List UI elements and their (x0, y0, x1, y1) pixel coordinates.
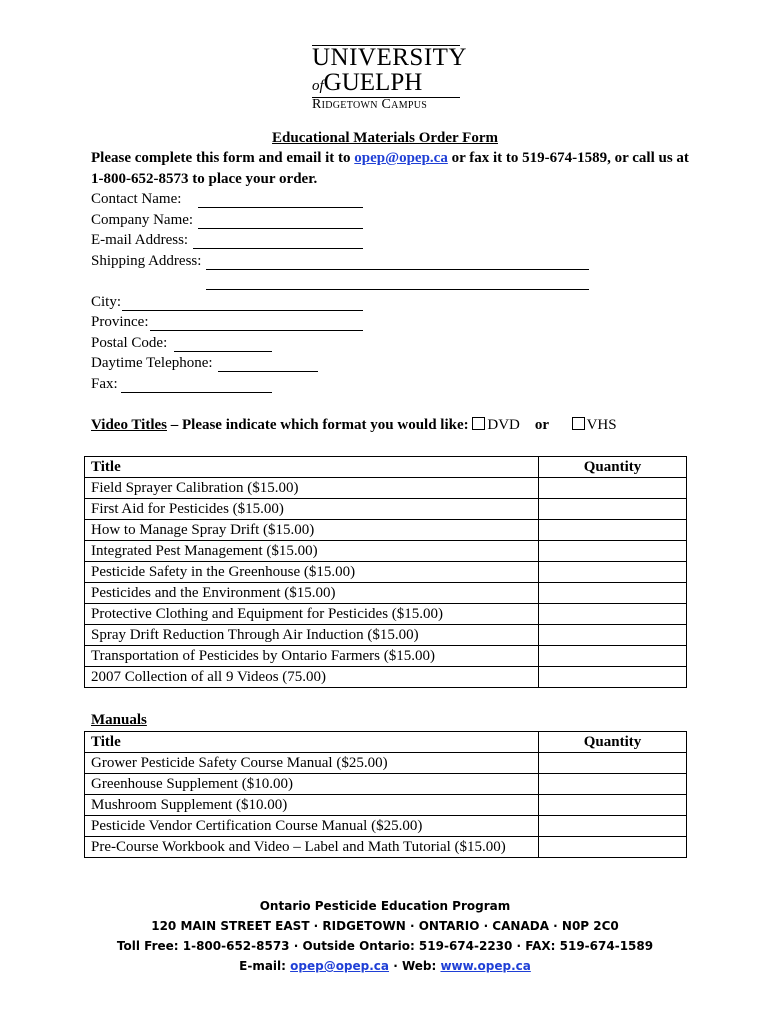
footer-web-label: · Web: (389, 959, 441, 973)
table-header-row (85, 732, 687, 753)
quantity-cell[interactable] (539, 562, 687, 583)
logo-ridgetown-campus: Ridgetown Campus (312, 97, 428, 112)
manual-item: Grower Pesticide Safety Course Manual ($25.00) (85, 753, 539, 774)
university-logo (312, 44, 467, 120)
footer-email-link[interactable]: opep@opep.ca (290, 959, 390, 973)
logo-guelph-text: GUELPH (323, 69, 423, 96)
manual-item: Pre-Course Workbook and Video – Label and Math Tutorial ($15.00) (85, 837, 539, 858)
manuals-col-quantity: Quantity (539, 732, 687, 753)
province-label: Province: (91, 314, 149, 330)
postal-code-label: Postal Code: (91, 335, 168, 351)
video-item: Field Sprayer Calibration ($15.00) (85, 478, 539, 499)
dvd-option[interactable] (472, 417, 520, 433)
footer (0, 896, 770, 976)
intro-text-1: Please complete this form and email it to (91, 150, 355, 166)
manuals-heading: Manuals (91, 712, 147, 728)
table-row (85, 625, 687, 646)
vhs-option[interactable] (572, 417, 617, 433)
table-row (85, 753, 687, 774)
video-format-instruction: – Please indicate which format you would like: (166, 417, 473, 433)
fax-line[interactable] (121, 392, 272, 393)
quantity-cell[interactable] (539, 583, 687, 604)
video-item: Spray Drift Reduction Through Air Induction ($15.00) (85, 625, 539, 646)
quantity-cell[interactable] (539, 625, 687, 646)
intro-email-link[interactable]: opep@opep.ca (354, 150, 448, 166)
video-titles-heading: Video Titles (91, 417, 167, 433)
quantity-cell[interactable] (539, 667, 687, 688)
email-address-label: E-mail Address: (91, 232, 189, 248)
table-row (85, 646, 687, 667)
table-row (85, 583, 687, 604)
video-item: How to Manage Spray Drift ($15.00) (85, 520, 539, 541)
quantity-cell[interactable] (539, 795, 687, 816)
contact-name-label: Contact Name: (91, 191, 182, 207)
table-row (85, 774, 687, 795)
table-row (85, 562, 687, 583)
video-item: Transportation of Pesticides by Ontario Farmers ($15.00) (85, 646, 539, 667)
table-row (85, 478, 687, 499)
quantity-cell[interactable] (539, 816, 687, 837)
footer-email-label: E-mail: (239, 959, 291, 973)
quantity-cell[interactable] (539, 520, 687, 541)
quantity-cell[interactable] (539, 499, 687, 520)
fax-label: Fax: (91, 376, 118, 392)
shipping-address-line-2[interactable] (206, 289, 589, 290)
province-line[interactable] (150, 330, 363, 331)
table-row (85, 520, 687, 541)
table-row (85, 541, 687, 562)
footer-contact (0, 956, 770, 976)
video-item: Pesticide Safety in the Greenhouse ($15.00) (85, 562, 539, 583)
manual-item: Mushroom Supplement ($10.00) (85, 795, 539, 816)
quantity-cell[interactable] (539, 646, 687, 667)
manuals-col-title: Title (85, 732, 539, 753)
table-row (85, 667, 687, 688)
video-format-line (91, 415, 617, 435)
manual-item: Pesticide Vendor Certification Course Manual ($25.00) (85, 816, 539, 837)
manuals-table (84, 731, 687, 858)
vhs-label: VHS (586, 417, 617, 433)
postal-code-line[interactable] (174, 351, 272, 352)
quantity-cell[interactable] (539, 541, 687, 562)
quantity-cell[interactable] (539, 753, 687, 774)
table-row (85, 604, 687, 625)
daytime-telephone-line[interactable] (218, 371, 318, 372)
or-text: or (534, 417, 550, 433)
table-row (85, 837, 687, 858)
video-col-title: Title (85, 457, 539, 478)
table-row (85, 816, 687, 837)
video-item: Protective Clothing and Equipment for Pesticides ($15.00) (85, 604, 539, 625)
city-line[interactable] (122, 310, 363, 311)
video-titles-table (84, 456, 687, 688)
video-item: Integrated Pest Management ($15.00) (85, 541, 539, 562)
contact-name-line[interactable] (198, 207, 363, 208)
video-item: First Aid for Pesticides ($15.00) (85, 499, 539, 520)
footer-web-link[interactable]: www.opep.ca (440, 959, 531, 973)
footer-address: 120 MAIN STREET EAST · RIDGETOWN · ONTARIO · CANADA · N0P 2C0 (151, 919, 619, 933)
table-row (85, 795, 687, 816)
logo-university: UNIVERSITY (312, 44, 467, 71)
quantity-cell[interactable] (539, 837, 687, 858)
form-title: Educational Materials Order Form (272, 130, 498, 146)
email-address-line[interactable] (193, 248, 363, 249)
footer-phones: Toll Free: 1-800-652-8573 · Outside Ontario: 519-674-2230 · FAX: 519-674-1589 (116, 939, 654, 953)
table-row (85, 499, 687, 520)
city-label: City: (91, 294, 122, 310)
table-header-row (85, 457, 687, 478)
video-item: Pesticides and the Environment ($15.00) (85, 583, 539, 604)
company-name-label: Company Name: (91, 212, 194, 228)
manual-item: Greenhouse Supplement ($10.00) (85, 774, 539, 795)
quantity-cell[interactable] (539, 774, 687, 795)
quantity-cell[interactable] (539, 478, 687, 499)
vhs-checkbox[interactable] (572, 417, 585, 430)
company-name-line[interactable] (198, 228, 363, 229)
form-intro (91, 148, 691, 190)
shipping-address-label: Shipping Address: (91, 253, 202, 269)
footer-org: Ontario Pesticide Education Program (259, 899, 511, 913)
video-col-quantity: Quantity (539, 457, 687, 478)
quantity-cell[interactable] (539, 604, 687, 625)
daytime-telephone-label: Daytime Telephone: (91, 355, 213, 371)
video-item: 2007 Collection of all 9 Videos (75.00) (85, 667, 539, 688)
intro-text-2: or fax it to 519-674-1589, or call us at 1-800-652-8573 to place your order. (91, 150, 689, 187)
logo-of: of (312, 78, 324, 94)
dvd-checkbox[interactable] (472, 417, 485, 430)
shipping-address-line-1[interactable] (206, 269, 589, 270)
dvd-label: DVD (487, 417, 520, 433)
